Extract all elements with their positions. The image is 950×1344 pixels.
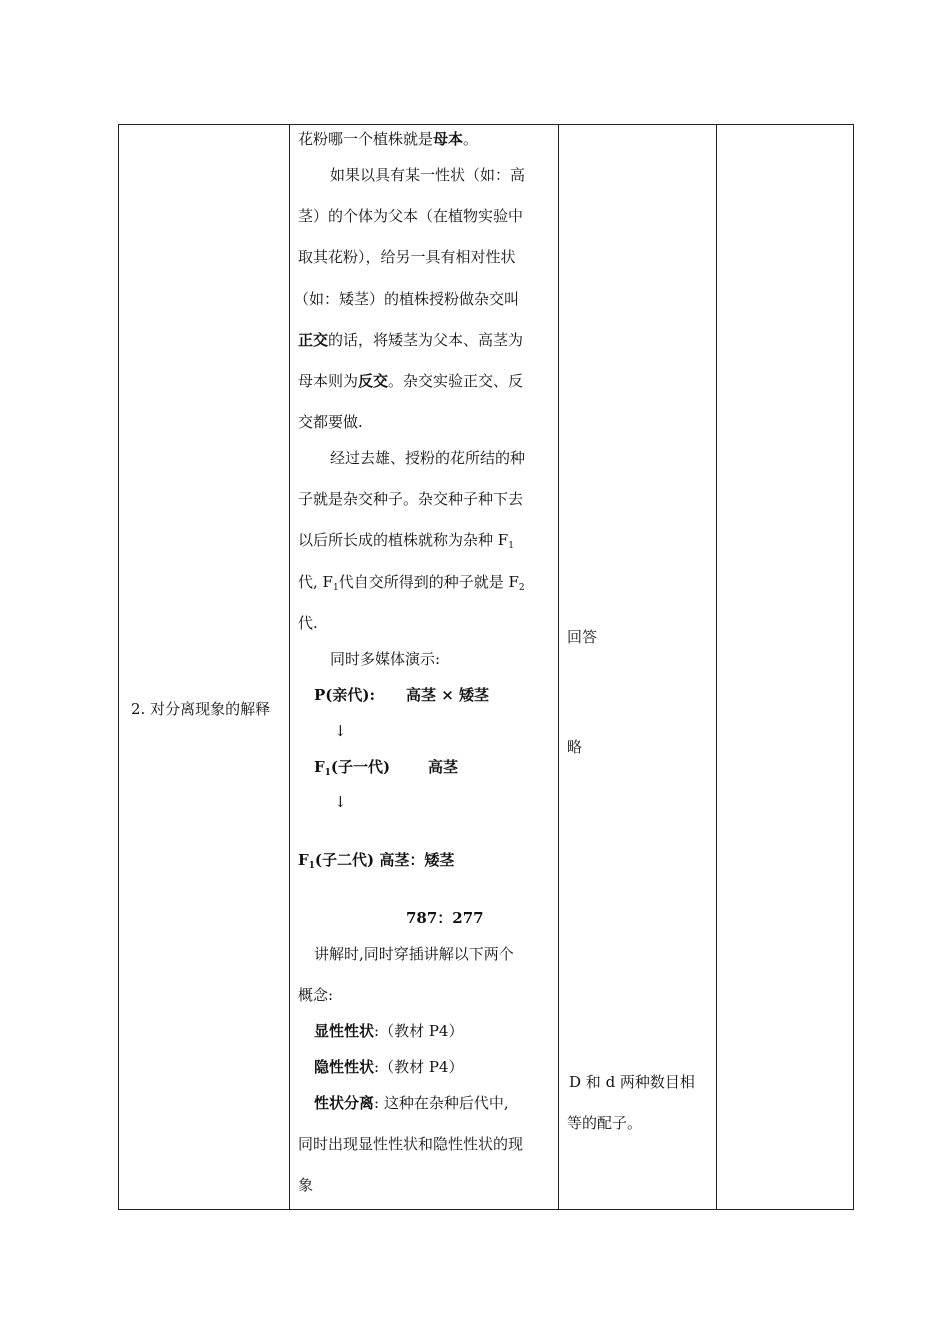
text-line: 母本则为反交。杂交实验正交、反: [298, 372, 524, 390]
term-mother: 母本: [433, 130, 464, 148]
term-reverse-cross: 反交: [358, 372, 389, 390]
answer-text: 回答: [567, 628, 598, 646]
text-line: 正交的话，将矮茎为父本、高茎为: [298, 331, 524, 349]
f2-label: $F_1$(子二代) 高茎：矮茎: [298, 851, 455, 871]
concept-dominant: 显性性状:（教材 P4）: [314, 1022, 464, 1040]
down-arrow-icon: ↓: [334, 793, 347, 811]
text-line: 讲解时,同时穿插讲解以下两个: [314, 945, 514, 963]
text-line: 交都要做.: [298, 413, 363, 431]
ratio: 787：277: [406, 909, 484, 927]
teacher-activity-cell: [290, 125, 558, 1209]
text-line: 经过去雄、授粉的花所结的种: [330, 449, 526, 467]
text-line: 同时多媒体演示:: [330, 650, 441, 668]
text-line: 象: [298, 1176, 314, 1194]
section-cell: [119, 125, 289, 1209]
text-line: 概念:: [298, 986, 334, 1004]
lesson-table: [118, 124, 854, 1210]
parent-cross: 高茎 × 矮茎: [406, 686, 490, 704]
term-forward-cross: 正交: [298, 331, 329, 349]
section-label: 2. 对分离现象的解释: [131, 700, 271, 718]
text-line: 取其花粉），给另一具有相对性状: [298, 248, 516, 266]
gametes-text: D 和 d 两种数目相: [569, 1073, 695, 1091]
text-line: 如果以具有某一性状（如：高: [330, 166, 526, 184]
text-line: 代, $F_1$代自交所得到的种子就是 $F_2$: [298, 573, 525, 593]
text-line: 子就是杂交种子。杂交种子种下去: [298, 490, 524, 508]
gametes-text: 等的配子。: [567, 1114, 643, 1132]
text-line: 以后所长成的植株就称为杂种 $F_1$: [298, 531, 514, 551]
text-line: 茎）的个体为父本（在植物实验中: [298, 207, 524, 225]
concept-recessive: 隐性性状:（教材 P4）: [314, 1058, 464, 1076]
concept-segregation: 性状分离: 这种在杂种后代中,: [314, 1094, 509, 1112]
f1-label: $F_1$(子一代): [314, 758, 391, 778]
down-arrow-icon: ↓: [334, 722, 347, 740]
text-line: （如：矮茎）的植株授粉做杂交叫: [294, 290, 520, 308]
parent-label: P(亲代):: [314, 686, 376, 704]
text-line: 花粉哪一个植株就是母本。: [298, 130, 479, 148]
student-activity-cell: [559, 125, 716, 1209]
f1-value: 高茎: [428, 758, 459, 776]
text-line: 同时出现显性性状和隐性性状的现: [298, 1135, 524, 1153]
notes-cell: [717, 125, 854, 1209]
text-line: 代.: [298, 614, 318, 632]
brief-text: 略: [567, 738, 583, 756]
